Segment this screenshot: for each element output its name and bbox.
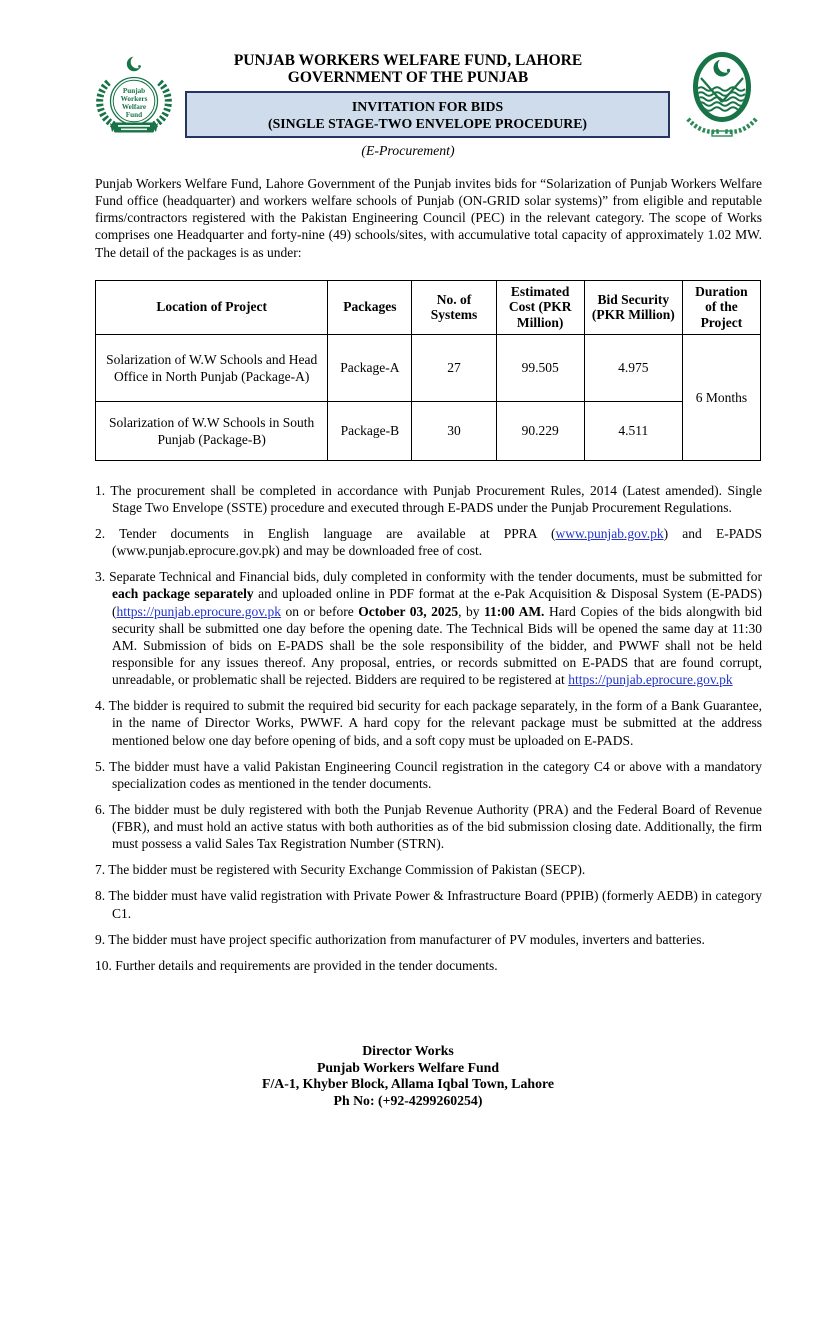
list-item-text: The bidder must have a valid Pakistan Engineering Council registration in the category C4 or above with a mandatory specialization codes as mentioned in the tender documents.: [109, 758, 762, 791]
contact-phone: Ph No: (+92-4299260254): [333, 1092, 483, 1108]
list-item-number: 5.: [95, 758, 110, 774]
cell-security: 4.975: [584, 334, 682, 401]
hyperlink[interactable]: https://punjab.eprocure.gov.pk: [568, 672, 733, 688]
list-item-number: 2.: [95, 525, 120, 541]
list-item-number: 6.: [95, 801, 110, 817]
org-title-line2: GOVERNMENT OF THE PUNJAB: [287, 68, 529, 86]
list-item-text: Hard Copies of the bids alongwith bid security shall be submitted one day before the opening date. The Technical Bids will be opened the same day at 11:30 AM. Submission of bids on E-PADS shall be the sole responsibility of the bidder, and PWWF shall not be held responsible for any issues thereof. Any proposal, entries, or records submitted on E-PADS that are found corrupt, unreadable, or problematic shall be rejected. Bidders are required to be registered at: [112, 603, 762, 688]
contact-title: Director Works: [362, 1043, 454, 1058]
list-item-number: 7.: [95, 862, 109, 878]
table-row: [96, 334, 761, 401]
col-cost: Estimated Cost (PKR Million): [496, 280, 584, 334]
list-item-text: , by: [458, 603, 485, 619]
col-systems: No. of Systems: [412, 280, 496, 334]
list-item-number: 9.: [95, 931, 109, 947]
table-header-row: [96, 280, 761, 334]
contact-block: [0, 1043, 816, 1109]
col-packages: Packages: [328, 280, 412, 334]
list-item: [95, 861, 762, 878]
list-item-number: 3.: [95, 569, 110, 585]
list-item-text: on or before: [280, 603, 359, 619]
emphasized-text: each package separately: [112, 586, 254, 602]
list-item-text: and uploaded online in PDF format at the e-Pak Acquisition & Disposal System (E-PADS) (: [112, 586, 762, 619]
cell-systems: 27: [412, 334, 496, 401]
cell-package: Package-B: [328, 401, 412, 460]
list-item: [95, 758, 762, 792]
intro-paragraph: Punjab Workers Welfare Fund, Lahore Government of the Punjab invites bids for “Solarization of Punjab Workers Welfare Fund office (headquarter) and workers welfare schools of Punjab (ON-GRID solar systems)” from eligible and reputable firms/contractors registered with the Pakistan Engineering Council (PEC) in the relevant category. The scope of Works comprises one Headquarter and forty-nine (49) schools/sites, with accumulative total capacity of approximately 1.02 MW. The detail of the packages is as under:: [95, 176, 762, 260]
list-item-text: The bidder must be registered with Security Exchange Commission of Pakistan (SECP).: [108, 862, 586, 878]
seal-text: Punjab: [122, 87, 146, 95]
svg-text:Fund: Fund: [125, 111, 143, 119]
list-item: [95, 887, 762, 921]
list-item-text: The procurement shall be completed in accordance with Punjab Procurement Rules, 2014 (Latest amended). Single Stage Two Envelope (SSTE) procedure and executed through E-PADS under the Punjab Procurement Regulations.: [110, 482, 762, 515]
cell-cost: 99.505: [496, 334, 584, 401]
cell-location: Solarization of W.W Schools in South Punjab (Package-B): [96, 401, 328, 460]
list-item-text: Further details and requirements are provided in the tender documents.: [115, 957, 498, 973]
list-item-text: Tender documents in English language are available at PPRA (: [119, 525, 556, 541]
list-item: [95, 697, 762, 748]
cell-duration: 6 Months: [682, 334, 760, 460]
list-item: [95, 931, 762, 948]
list-item-text: The bidder must have valid registration with Private Power & Infrastructure Board (PPIB) (formerly AEDB) in category C1.: [108, 888, 762, 921]
list-item-number: 8.: [95, 888, 109, 904]
list-item-number: 4.: [95, 698, 109, 714]
packages-table: [95, 280, 761, 461]
list-item: [95, 482, 762, 516]
list-item: [95, 801, 762, 852]
list-item: [95, 568, 762, 688]
list-item-text: Separate Technical and Financial bids, duly completed in conformity with the tender documents, must be submitted for: [109, 569, 762, 585]
eprocurement-label: (E-Procurement): [361, 143, 455, 158]
emphasized-text: 11:00 AM.: [484, 603, 545, 619]
emphasized-text: October 03, 2025: [358, 603, 459, 619]
col-security: Bid Security (PKR Million): [584, 280, 682, 334]
list-item-text: The bidder is required to submit the required bid security for each package separately, in the form of a Bank Guarantee, in the name of Director Works, PWWF. A hard copy for the relevant package must be submitted at the address mentioned below one day before opening of bids, and a soft copy must be uploaded on E-PADS.: [108, 698, 762, 748]
col-location: Location of Project: [96, 280, 328, 334]
punjab-government-crest: [676, 47, 768, 145]
hyperlink[interactable]: www.punjab.gov.pk: [555, 525, 664, 541]
list-item-text: ) and E-PADS (www.punjab.eprocure.gov.pk) and may be downloaded free of cost.: [112, 525, 762, 559]
cell-location: Solarization of W.W Schools and Head Office in North Punjab (Package-A): [96, 334, 328, 401]
cell-systems: 30: [412, 401, 496, 460]
svg-text:Workers: Workers: [120, 95, 148, 103]
list-item: [95, 957, 762, 974]
org-title-line1: PUNJAB WORKERS WELFARE FUND, LAHORE: [233, 52, 583, 69]
list-item-number: 1.: [95, 482, 111, 498]
conditions-list: [95, 482, 762, 974]
crest-scroll: [712, 131, 732, 136]
invitation-title-box: [185, 91, 670, 138]
star-icon: [727, 69, 730, 72]
table-row: [96, 401, 761, 460]
list-item-text: The bidder must have project specific authorization from manufacturer of PV modules, inverters and batteries.: [108, 931, 705, 947]
cell-cost: 90.229: [496, 401, 584, 460]
cell-security: 4.511: [584, 401, 682, 460]
list-item: [95, 525, 762, 559]
svg-text:Welfare: Welfare: [121, 103, 147, 111]
document-body: [95, 175, 762, 983]
list-item-number: 10.: [95, 957, 116, 973]
procedure-subtitle: (SINGLE STAGE-TWO ENVELOPE PROCEDURE): [267, 115, 588, 131]
hyperlink[interactable]: https://punjab.eprocure.gov.pk: [116, 603, 281, 619]
contact-address: F/A-1, Khyber Block, Allama Iqbal Town, Lahore: [262, 1076, 554, 1091]
col-duration: Duration of the Project: [682, 280, 760, 334]
list-item-text: The bidder must be duly registered with both the Punjab Revenue Authority (PRA) and the Federal Board of Revenue (FBR), and must hold an active status with both authorities as of the bid submission closing date. Additionally, the firm must possess a valid Sales Tax Registration Number (STRN).: [109, 801, 763, 852]
cell-package: Package-A: [328, 334, 412, 401]
seal-banner: [114, 123, 154, 133]
invitation-title: INVITATION FOR BIDS: [351, 98, 504, 114]
contact-org: Punjab Workers Welfare Fund: [316, 1059, 500, 1075]
